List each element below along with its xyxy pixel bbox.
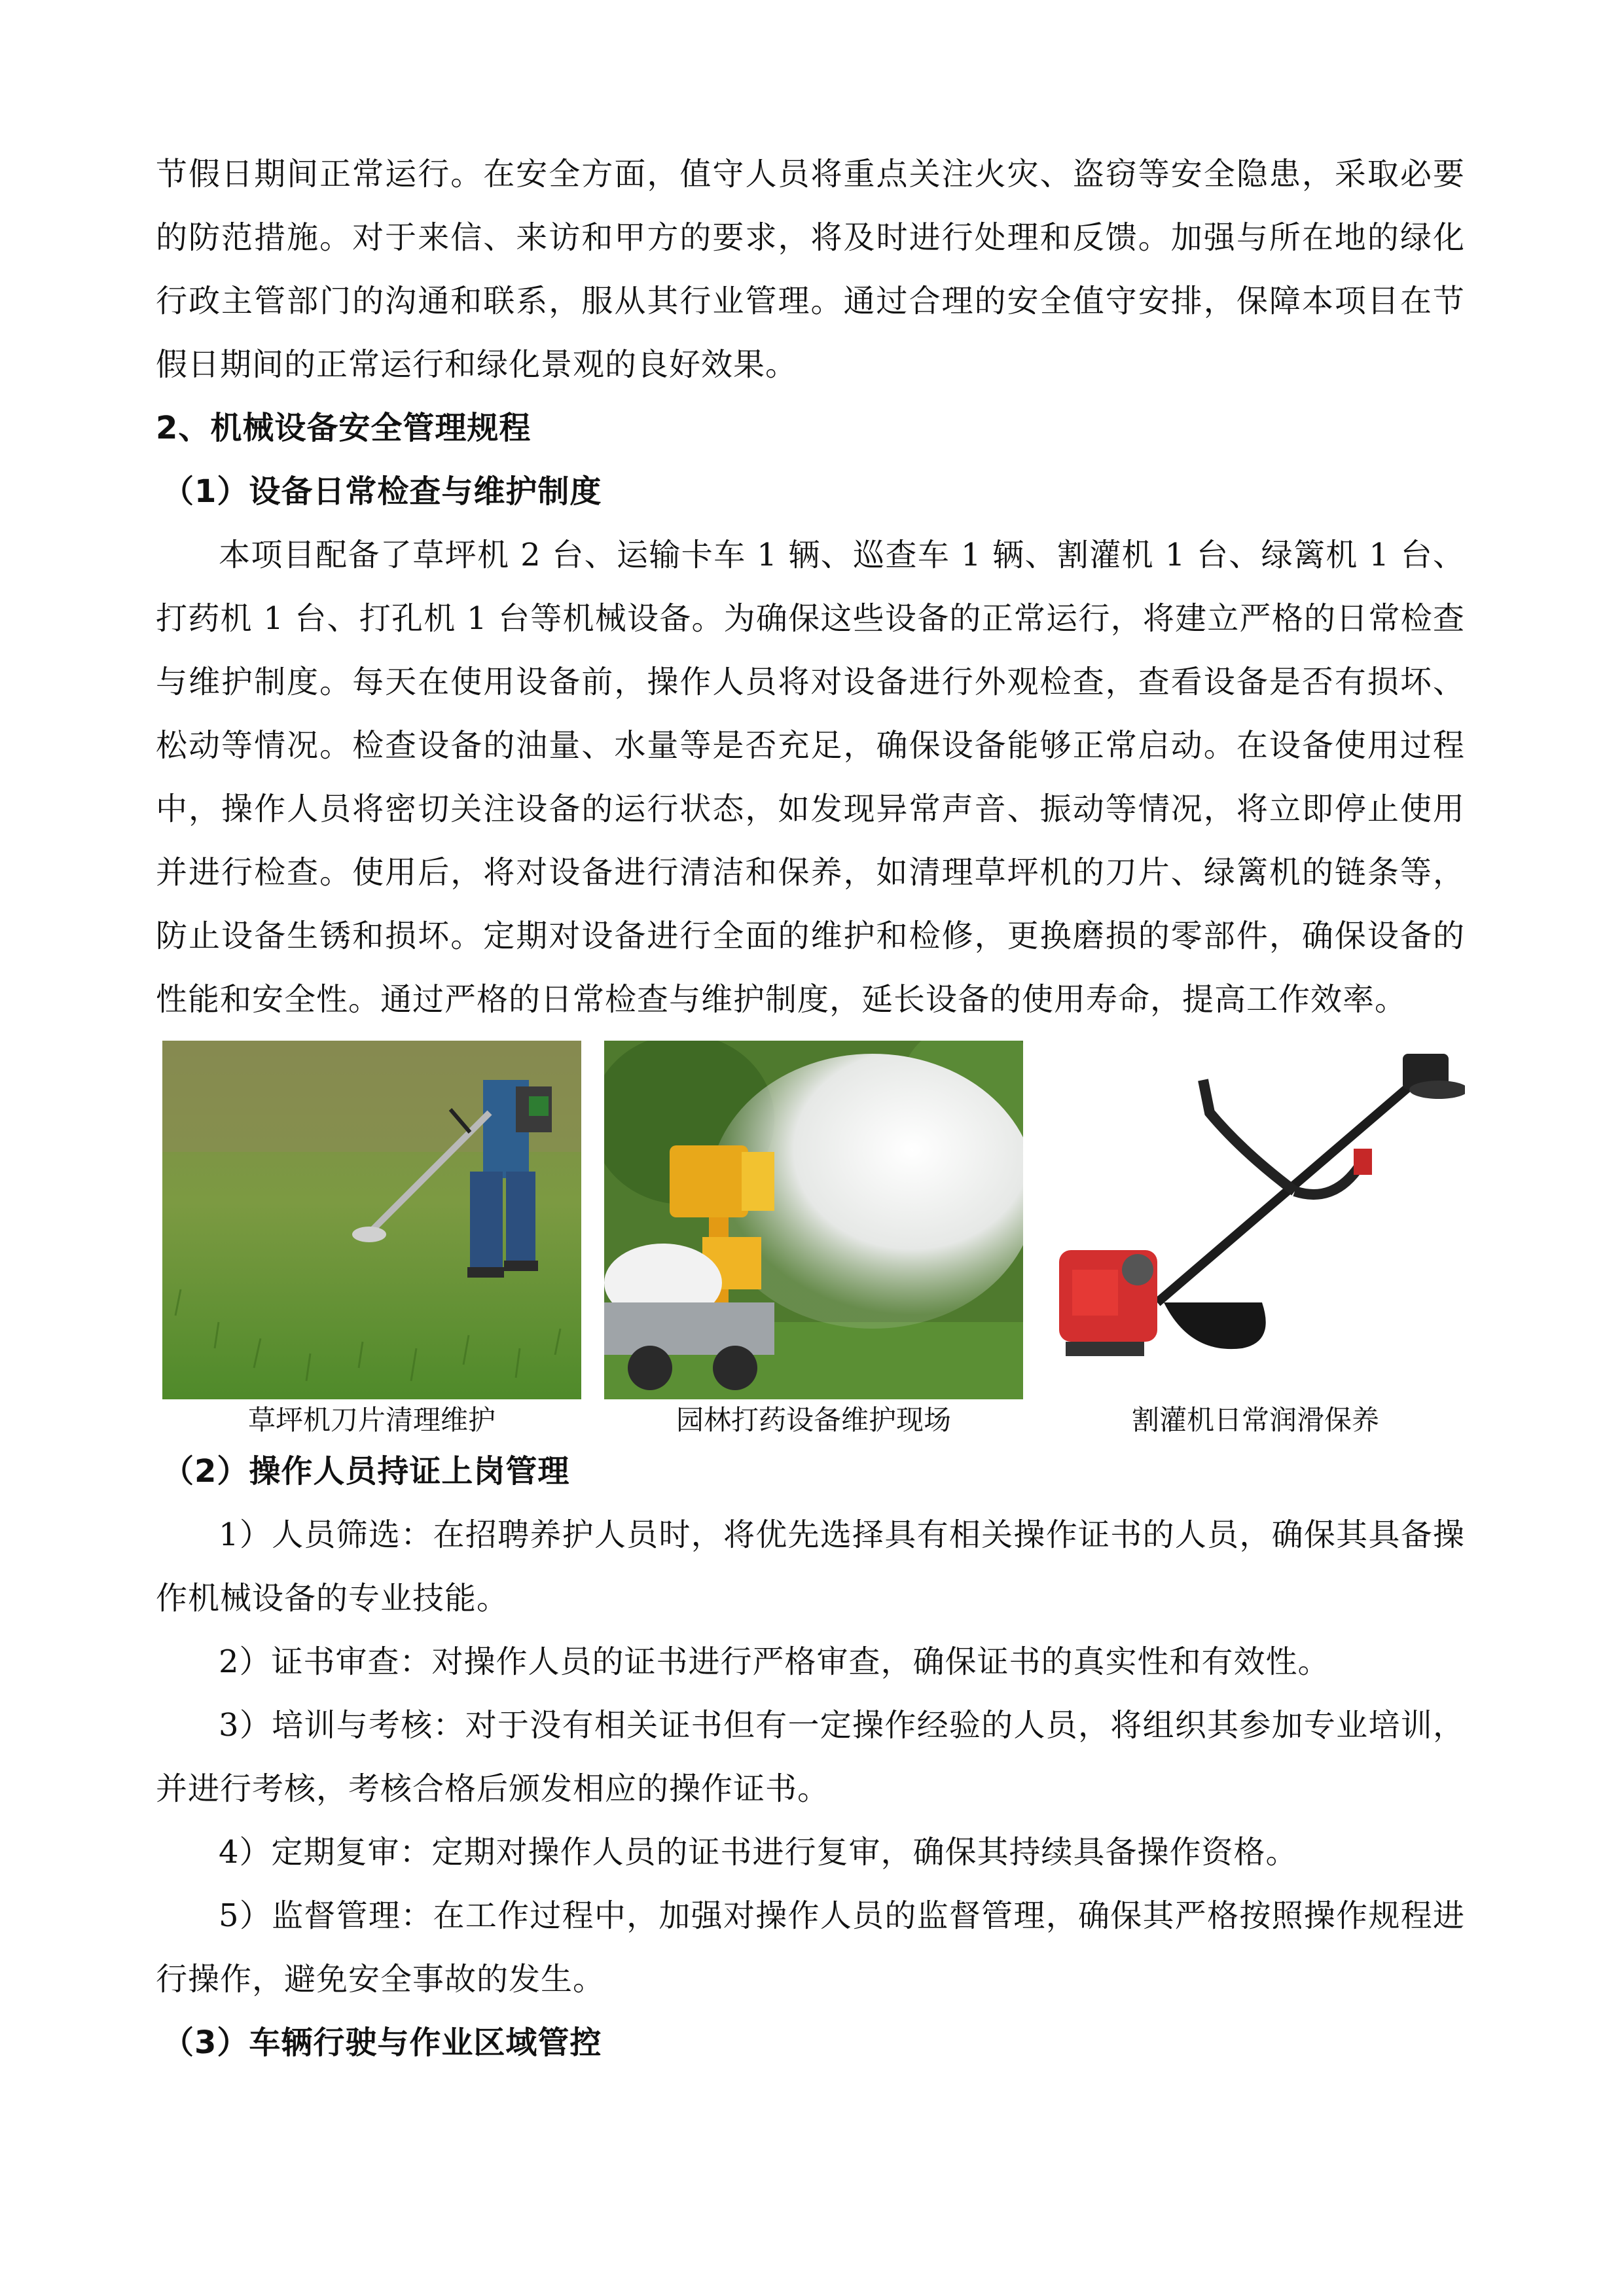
list-item: 4）定期复审：定期对操作人员的证书进行复审，确保其持续具备操作资格。	[219, 1834, 1298, 1871]
figure-caption: 草坪机刀片清理维护	[247, 1404, 496, 1436]
figure-caption: 园林打药设备维护现场	[676, 1404, 951, 1436]
list-item: 3）培训与考核：对于没有相关证书但有一定操作经验的人员，将组织其参加专业培训，并进行考核，考核合格后颁发相应的操作证书。	[156, 1707, 1465, 1807]
document-page	[156, 143, 1465, 2075]
list-item: 5）监督管理：在工作过程中，加强对操作人员的监督管理，确保其严格按照操作规程进行操作，避免安全事故的发生。	[156, 1897, 1465, 1998]
subsection-3-heading: （3）车辆行驶与作业区域管控	[162, 2024, 602, 2061]
sprayer-photo	[604, 1041, 1023, 1399]
list-item: 2）证书审查：对操作人员的证书进行严格审查，确保证书的真实性和有效性。	[219, 1643, 1330, 1680]
lawn-mower-photo	[162, 1041, 581, 1399]
section-heading: 2、机械设备安全管理规程	[156, 410, 532, 446]
figure-brush-cutter	[1046, 1041, 1465, 1440]
list-item: 1）人员筛选：在招聘养护人员时，将优先选择具有相关操作证书的人员，确保其具备操作机械设备的专业技能。	[156, 1516, 1465, 1617]
figure-row	[162, 1041, 1465, 1440]
figure-lawn-mower	[162, 1041, 581, 1440]
brush-cutter-photo	[1046, 1041, 1465, 1399]
figure-sprayer	[604, 1041, 1023, 1440]
intro-paragraph: 节假日期间正常运行。在安全方面，值守人员将重点关注火灾、盗窃等安全隐患，采取必要的防范措施。对于来信、来访和甲方的要求，将及时进行处理和反馈。加强与所在地的绿化行政主管部门的沟通和联系，服从其行业管理。通过合理的安全值守安排，保障本项目在节假日期间的正常运行和绿化景观的良好效果。	[156, 156, 1465, 383]
figure-caption: 割灌机日常润滑保养	[1131, 1404, 1379, 1436]
subsection-1-heading: （1）设备日常检查与维护制度	[162, 473, 602, 510]
subsection-1-body: 本项目配备了草坪机 2 台、运输卡车 1 辆、巡查车 1 辆、割灌机 1 台、绿篱机 1 台、打药机 1 台、打孔机 1 台等机械设备。为确保这些设备的正常运行，将建立严格的日常检查与维护制度。每天在使用设备前，操作人员将对设备进行外观检查，查看设备是否有损坏、松动等情况。检查设备的油量、水量等是否充足，确保设备能够正常启动。在设备使用过程中，操作人员将密切关注设备的运行状态，如发现异常声音、振动等情况，将立即停止使用并进行检查。使用后，将对设备进行清洁和保养，如清理草坪机的刀片、绿篱机的链条等，防止设备生锈和损坏。定期对设备进行全面的维护和检修，更换磨损的零部件，确保设备的性能和安全性。通过严格的日常检查与维护制度，延长设备的使用寿命，提高工作效率。	[156, 537, 1465, 1018]
subsection-2-heading: （2）操作人员持证上岗管理	[162, 1453, 570, 1490]
